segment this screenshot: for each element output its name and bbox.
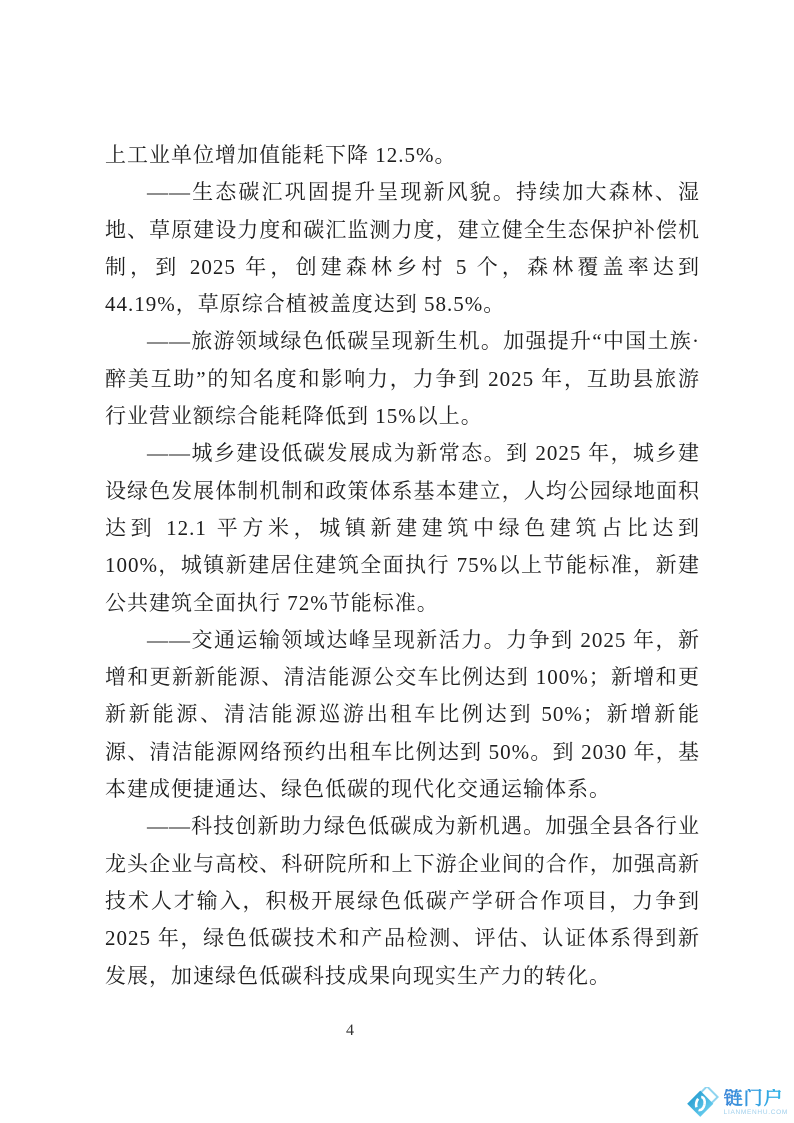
lianmenhu-logo-name: 链门户	[724, 1089, 788, 1108]
paragraph-transportation: ——交通运输领域达峰呈现新活力。力争到 2025 年，新增和更新新能源、清洁能源公交车比例达到 100%；新增和更新新能源、清洁能源巡游出租车比例达到 50%；新增新能源、清洁能源网络预约出租车比例达到 50%。到 2030 年，基本建成便捷通达、绿色低碳的现代化交通运输体系。	[105, 627, 700, 802]
paragraph-urban-rural-construction: ——城乡建设低碳发展成为新常态。到 2025 年，城乡建设绿色发展体制机制和政策体系基本建立，人均公园绿地面积达到 12.1 平方米，城镇新建建筑中绿色建筑占比达到 100%，城镇新建居住建筑全面执行 75%以上节能标准，新建公共建筑全面执行 72%节能标准。	[105, 441, 700, 615]
paragraph-tech-innovation: ——科技创新助力绿色低碳成为新机遇。加强全县各行业龙头企业与高校、科研院所和上下游企业间的合作，加强高新技术人才输入，积极开展绿色低碳产学研合作项目，力争到 2025 年，绿色低碳技术和产品检测、评估、认证体系得到新发展，加速绿色低碳科技成果向现实生产力的转化。	[105, 814, 700, 988]
lianmenhu-logo-icon	[687, 1087, 719, 1119]
page-number: 4	[346, 1022, 354, 1039]
paragraph-continuation: 上工业单位增加值能耗下降 12.5%。	[105, 143, 457, 167]
lianmenhu-watermark	[687, 1087, 788, 1119]
paragraph-tourism: ——旅游领域绿色低碳呈现新生机。加强提升“中国土族·醉美互助”的知名度和影响力，力争到 2025 年，互助县旅游行业营业额综合能耗降低到 15%以上。	[105, 329, 700, 429]
paragraph-eco-carbon-sink: ——生态碳汇巩固提升呈现新风貌。持续加大森林、湿地、草原建设力度和碳汇监测力度，建立健全生态保护补偿机制，到 2025 年，创建森林乡村 5 个，森林覆盖率达到 44.19%，草原综合植被盖度达到 58.5%。	[105, 180, 700, 317]
document-body	[105, 137, 700, 995]
lianmenhu-logo-domain: LIANMENHU.COM	[723, 1109, 788, 1117]
lianmenhu-logo-text	[724, 1089, 788, 1117]
